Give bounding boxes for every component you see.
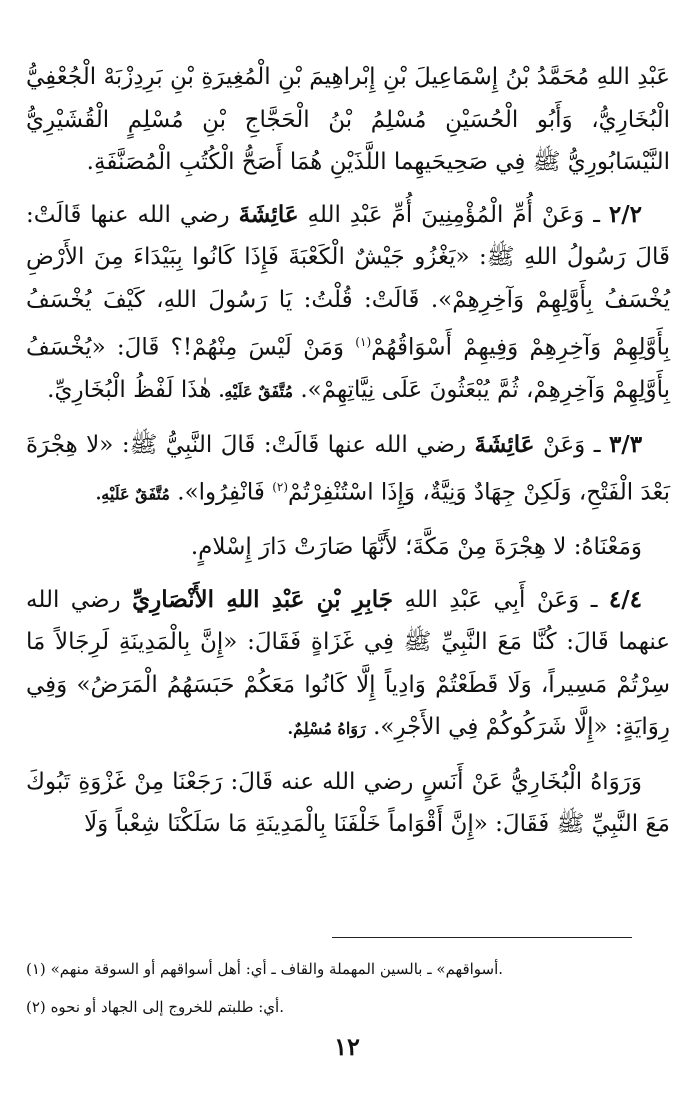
meaning-paragraph [26,526,670,569]
paragraph-text: عَبْدِ اللهِ مُحَمَّدُ بْنُ إِسْمَاعِيلَ بْنِ إِبْراهِيمَ بْنِ الْمُغِيرَةِ بْنِ بَرِدِزْبَهْ الْجُعْفِيُّ الْبُخَارِيُّ، وَأَبُو الْحُسَيْنِ مُسْلِمُ بْنُ الْحَجَّاجِ بْنِ مُسْلِمٍ الْقُشَيْرِيُّ النَّيْسَابُورِيُّ ﷺ فِي صَحِيحَيهِما اللَّذَيْنِ هُمَا أَصَحُّ الْكُتُبِ الْمُصَنَّفَةِ. [26,64,670,175]
hadith-4 [26,579,670,751]
footnote-text: «أسواقهم» ـ بالسين المهملة والقاف ـ أي: أهل أسواقهم أو السوقة منهم. [50,960,504,978]
hadith-number: ٤/٤ [608,585,643,613]
footnote-ref[interactable]: (٢) [272,480,289,495]
paragraph-text: وَرَوَاهُ الْبُخَارِيُّ عَنْ أَنَسٍ رضي الله عنه قَالَ: رَجَعْنَا مِنْ غَزْوَةِ تَبُوكَ مَعَ النَّبِيِّ ﷺ فَقَالَ: «إِنَّ أَقْوَاماً خَلْفَنَا بِالْمَدِينَةِ مَا سَلَكْنَا شِعْباً وَلَا [26,768,670,838]
narrator-name: جَابِرِ بْنِ عَبْدِ اللهِ الأَنْصَارِيِّ [132,585,394,613]
paragraph-bukhari [26,761,670,846]
hadith-number: ٢/٢ [608,200,642,228]
hadith-text: رضي الله عنهما قَالَ: كُنَّا مَعَ النَّبِيِّ ﷺ فِي غَزَاةٍ فَقَالَ: «إِنَّ بِالْمَدِينَةِ لَرِجَالاً مَا سِرْتُمْ مَسِيراً، وَلَا قَطَعْتُمْ وَادِياً إِلَّا كَانُوا مَعَكُمْ حَبَسَهُمُ الْمَرَضُ» وَفِي رِوَايَةٍ: «إِلَّا شَرَكُوكُمْ فِي الأَجْرِ». [26,586,670,741]
hadith-text: فَانْفِرُوا». [177,479,265,506]
footnote-ref[interactable]: (١) [355,335,372,349]
hadith-number: ٣/٣ [608,430,643,458]
narrator-name: عَائِشَةَ [238,200,299,228]
footnote-2 [26,988,632,1026]
hadith-source: رَوَاهُ مُسْلِمٌ. [287,719,366,739]
page-number: ١٢ [334,1032,360,1061]
paragraph-intro [26,56,670,184]
footnote-divider [332,937,632,938]
footnote-text: أي: طلبتم للخروج إلى الجهاد أو نحوه. [50,998,284,1016]
footnote-1 [26,950,632,988]
hadith-text: رضي الله عنها قَالَتْ: قَالَ النَّبِيُّ ﷺ: «لا هِجْرَةَ بَعْدَ الْفَتْحِ، وَلَكِنْ جِهَادٌ وَنِيَّةٌ، وَإِذَا اسْتُنْفِرْتُمْ [26,431,670,506]
hadith-3 [26,424,670,517]
hadith-note: هٰذَا لَفْظُ الْبُخَارِيِّ. [47,377,212,404]
hadith-grading: مُتَّفَقٌ عَلَيْهِ. [95,484,170,504]
hadith-text: رضي الله عنها قَالَتْ: قَالَ رَسُولُ اللهِ ﷺ: «يَغْزُو جَيْشٌ الْكَعْبَةَ فَإِذَا كَانُوا بِبَيْدَاءَ مِنَ الأَرْضِ يُخْسَفُ بِأَوَّلِهِمْ وَآخِرِهِمْ». قَالَتْ: قُلْتُ: يَا رَسُولَ اللهِ، كَيْفَ يُخْسَفُ بِأَوَّلِهِمْ وَآخِرِهِمْ وَفِيهِمْ أَسْوَاقُهُمْ [26,201,670,361]
hadith-grading: مُتَّفَقٌ عَلَيْهِ. [218,382,294,402]
narrator-name: عَائِشَةَ [474,430,535,458]
footnote-mark: (١) [26,960,46,978]
hadith-intro: ـ وَعَنْ [542,431,601,458]
meaning-text: وَمَعْنَاهُ: لا هِجْرَةَ مِنْ مَكَّةَ؛ لأَنَّهَا صَارَتْ دَارَ إِسْلامٍ. [190,534,642,561]
hadith-text: وَمَنْ لَيْسَ مِنْهُمْ!؟ قَالَ: «يُخْسَفُ بِأَوَّلِهِمْ وَآخِرِهِمْ، ثُمَّ يُبْعَثُونَ عَلَى نِيَّاتِهِمْ». [26,334,670,404]
hadith-2 [26,194,670,414]
footnote-mark: (٢) [26,998,46,1016]
footnotes [26,950,632,1026]
hadith-intro: ـ وَعَنْ أَبِي عَبْدِ اللهِ [404,586,598,613]
hadith-intro: ـ وَعَنْ أُمِّ الْمُؤْمِنِينَ أُمِّ عَبْدِ اللهِ [307,201,600,228]
